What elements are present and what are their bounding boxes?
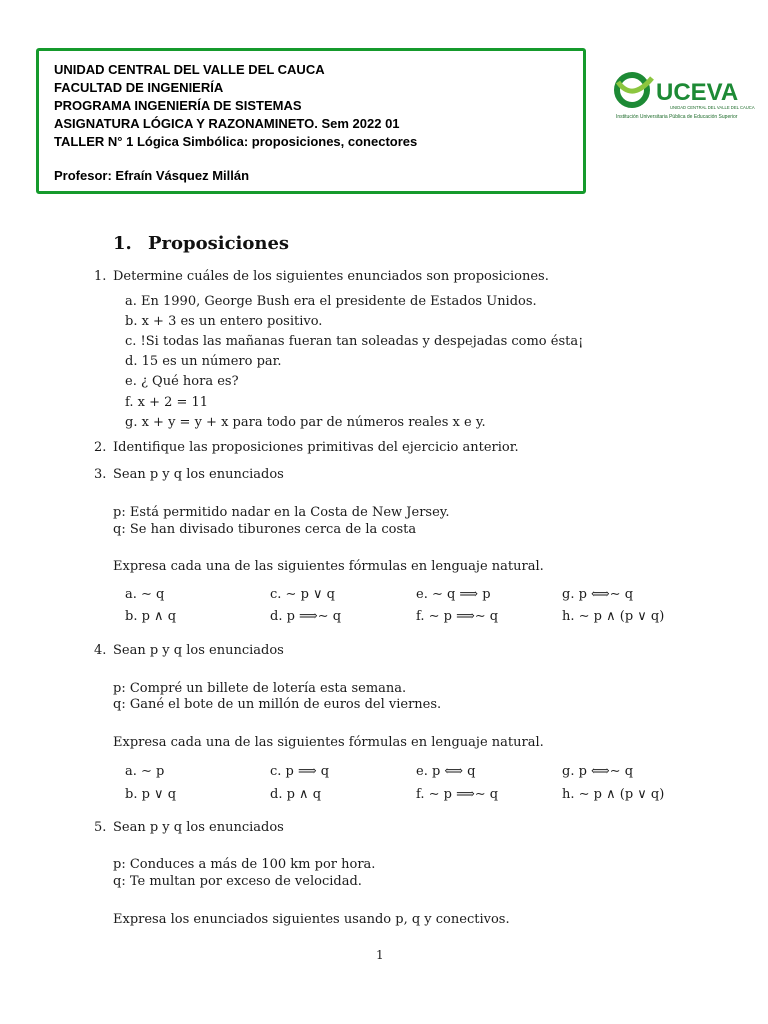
q4-formula-b: b. p ∨ q — [125, 787, 177, 802]
q3-q-definition: q: Se han divisado tiburones cerca de la costa — [113, 522, 417, 537]
q3-number: 3. — [94, 467, 107, 482]
q5-text: Sean p y q los enunciados — [113, 820, 284, 835]
header-university: UNIDAD CENTRAL DEL VALLE DEL CAUCA — [54, 62, 325, 77]
section-number: 1. — [113, 233, 132, 254]
q1-item-e: e. ¿ Qué hora es? — [125, 374, 239, 389]
q5-q-definition: q: Te multan por exceso de velocidad. — [113, 874, 362, 889]
q5-number: 5. — [94, 820, 107, 835]
q4-number: 4. — [94, 643, 107, 658]
header-box — [36, 48, 586, 194]
logo-subtitle: Institución Universitaria Pública de Educación Superior — [616, 114, 738, 120]
q3-formula-f: f. ∼ p ⟹∼ q — [416, 609, 499, 624]
q3-instruction: Expresa cada una de las siguientes fórmulas en lenguaje natural. — [113, 559, 544, 574]
q1-item-g: g. x + y = y + x para todo par de números reales x e y. — [125, 415, 486, 430]
q2-text: Identifique las proposiciones primitivas del ejercicio anterior. — [113, 440, 519, 455]
q1-item-d: d. 15 es un número par. — [125, 354, 282, 369]
q4-formula-f: f. ∼ p ⟹∼ q — [416, 787, 499, 802]
q4-formula-c: c. p ⟹ q — [270, 764, 330, 779]
q4-p-definition: p: Compré un billete de lotería esta semana. — [113, 681, 407, 696]
q3-formula-e: e. ∼ q ⟹ p — [416, 587, 491, 602]
header-faculty: FACULTAD DE INGENIERÍA — [54, 80, 224, 95]
q4-formula-g: g. p ⟺∼ q — [562, 764, 634, 779]
q3-formula-h: h. ∼ p ∧ (p ∨ q) — [562, 609, 665, 624]
q3-formula-g: g. p ⟺∼ q — [562, 587, 634, 602]
q3-text: Sean p y q los enunciados — [113, 467, 284, 482]
section-title — [113, 233, 289, 254]
q3-p-definition: p: Está permitido nadar en la Costa de New Jersey. — [113, 505, 450, 520]
q4-formula-d: d. p ∧ q — [270, 787, 322, 802]
q3-formula-a: a. ∼ q — [125, 587, 165, 602]
q1-text: Determine cuáles de los siguientes enunciados son proposiciones. — [113, 269, 549, 284]
header-program: PROGRAMA INGENIERÍA DE SISTEMAS — [54, 98, 302, 113]
logo-tagline: UNIDAD CENTRAL DEL VALLE DEL CAUCA — [670, 105, 755, 110]
header-workshop: TALLER N° 1 Lógica Simbólica: proposiciones, conectores — [54, 134, 418, 149]
q4-instruction: Expresa cada una de las siguientes fórmulas en lenguaje natural. — [113, 735, 544, 750]
q3-formula-c: c. ∼ p ∨ q — [270, 587, 335, 602]
page-number: 1 — [376, 948, 384, 962]
header-professor: Profesor: Efraín Vásquez Millán — [54, 168, 250, 183]
section-title-text: Proposiciones — [148, 233, 290, 254]
q1-item-c: c. !Si todas las mañanas fueran tan soleadas y despejadas como ésta¡ — [125, 334, 584, 349]
q5-instruction: Expresa los enunciados siguientes usando p, q y conectivos. — [113, 912, 510, 927]
uceva-logo-icon — [612, 68, 757, 114]
q4-formula-e: e. p ⟺ q — [416, 764, 476, 779]
q4-formula-h: h. ∼ p ∧ (p ∨ q) — [562, 787, 665, 802]
q1-item-b: b. x + 3 es un entero positivo. — [125, 314, 323, 329]
q3-formula-b: b. p ∧ q — [125, 609, 177, 624]
q4-q-definition: q: Gané el bote de un millón de euros del viernes. — [113, 697, 442, 712]
q2-number: 2. — [94, 440, 107, 455]
q3-formula-d: d. p ⟹∼ q — [270, 609, 342, 624]
q4-formula-a: a. ∼ p — [125, 764, 165, 779]
q5-p-definition: p: Conduces a más de 100 km por hora. — [113, 857, 376, 872]
q4-text: Sean p y q los enunciados — [113, 643, 284, 658]
q1-number: 1. — [94, 269, 107, 284]
logo-wordmark: UCEVA — [656, 79, 739, 106]
q1-item-f: f. x + 2 = 11 — [125, 395, 209, 410]
header-course: ASIGNATURA LÓGICA Y RAZONAMINETO. Sem 2022 01 — [54, 116, 400, 131]
q1-item-a: a. En 1990, George Bush era el presidente de Estados Unidos. — [125, 294, 537, 309]
